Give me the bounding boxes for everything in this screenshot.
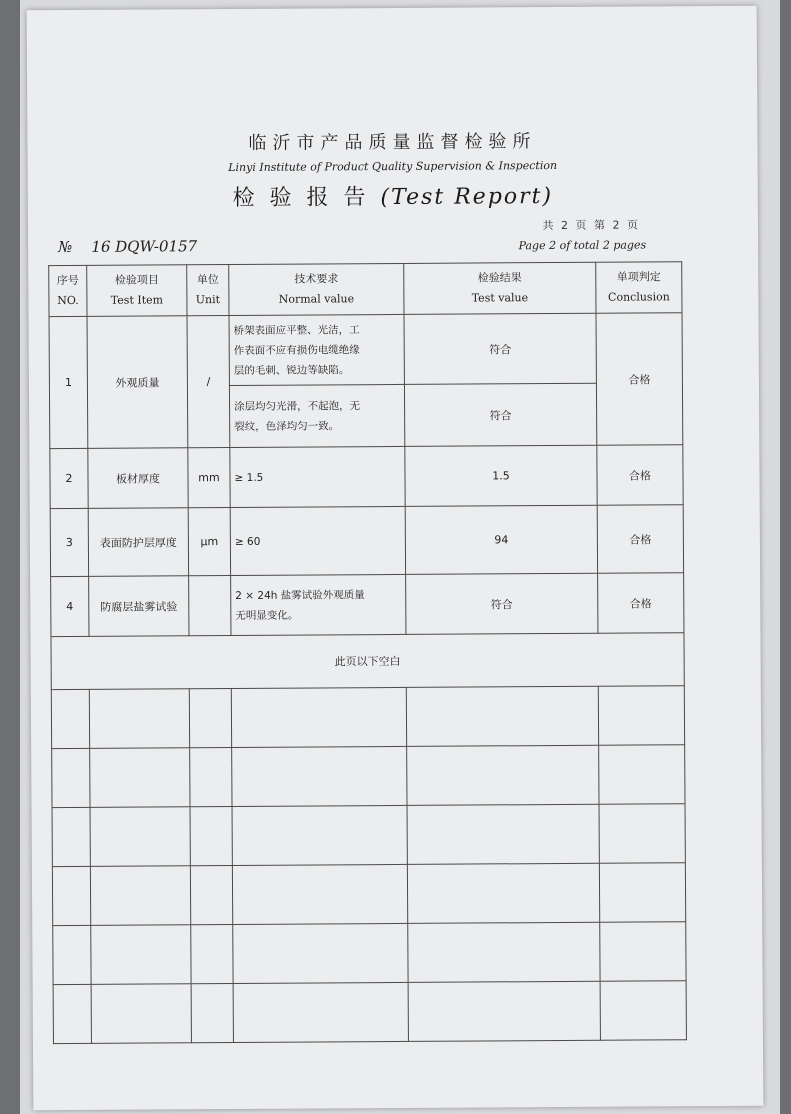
table-row	[50, 505, 683, 577]
report-title	[28, 178, 758, 213]
blank-row	[52, 745, 685, 808]
row-unit	[189, 576, 231, 636]
row-number: 2	[50, 448, 88, 508]
row-result: 1.5	[405, 445, 597, 506]
blank-row	[52, 863, 685, 926]
row-requirement: 桥架表面应平整、光洁，工 作表面不应有损伤电缆绝缘 层的毛刺、锐边等缺陷。	[229, 314, 404, 385]
col-header-requirement: 技术要求 Normal value	[229, 263, 404, 315]
col-header-item: 检验项目 Test Item	[87, 265, 187, 317]
page-count-cn: 共 2 页 第 2 页	[542, 218, 641, 233]
table-row	[50, 445, 683, 509]
test-results-table	[48, 261, 687, 1044]
row-item: 板材厚度	[88, 448, 188, 509]
page-count-en: Page 2 of total 2 pages	[518, 238, 647, 253]
row-result: 94	[405, 505, 597, 574]
row-unit: μm	[188, 508, 230, 576]
row-item: 外观质量	[87, 316, 188, 449]
row-number: 3	[50, 508, 88, 576]
report-title-cn: 检 验 报 告	[232, 185, 370, 211]
report-page	[27, 6, 764, 1110]
document-number	[58, 237, 197, 256]
institute-name-cn: 临沂市产品质量监督检验所	[248, 131, 537, 154]
row-result: 符合	[404, 313, 596, 384]
blank-row	[51, 686, 684, 749]
row-unit: /	[187, 316, 230, 448]
row-conclusion: 合格	[597, 505, 683, 574]
col-header-result: 检验结果 Test value	[404, 262, 596, 314]
blank-row	[53, 981, 686, 1044]
blank-row	[53, 922, 686, 985]
institute-name-en: Linyi Institute of Product Quality Supervision & Inspection	[228, 159, 558, 175]
col-header-no: 序号 NO.	[49, 265, 87, 316]
row-result: 符合	[406, 573, 598, 634]
col-header-conclusion: 单项判定 Conclusion	[596, 262, 682, 314]
row-unit: mm	[188, 448, 230, 508]
number-symbol: №	[58, 237, 73, 257]
row-conclusion: 合格	[598, 573, 684, 634]
end-note-row	[51, 633, 684, 690]
row-conclusion: 合格	[596, 313, 683, 446]
report-title-en: (Test Report)	[380, 184, 554, 211]
number-value: 16 DQW-0157	[91, 237, 198, 256]
blank-row	[52, 804, 685, 867]
table-header-row	[49, 262, 682, 317]
row-item: 防腐层盐雾试验	[89, 576, 189, 637]
row-conclusion: 合格	[597, 445, 683, 506]
row-requirement: 涂层均匀光滑，不起泡，无 裂纹，色泽均匀一致。	[229, 384, 404, 447]
row-requirement: 2 × 24h 盐雾试验外观质量 无明显变化。	[231, 574, 406, 635]
blank-page-note: 此页以下空白	[51, 633, 684, 690]
row-number: 1	[49, 316, 88, 448]
table-row	[49, 313, 682, 387]
col-header-unit: 单位 Unit	[187, 265, 229, 316]
row-result: 符合	[404, 383, 596, 446]
table-row	[51, 573, 684, 637]
row-requirement: ≥ 60	[230, 506, 405, 575]
row-requirement: ≥ 1.5	[230, 446, 405, 507]
row-number: 4	[51, 576, 89, 636]
row-item: 表面防护层厚度	[88, 508, 188, 577]
